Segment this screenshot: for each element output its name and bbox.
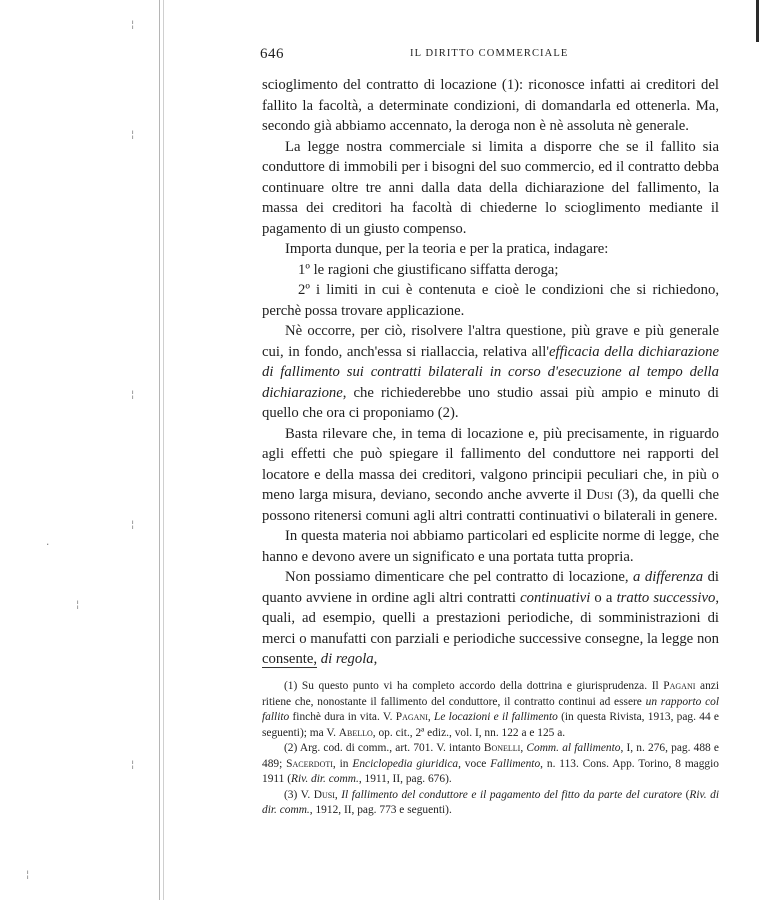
- paragraph: Importa dunque, per la teoria e per la pratica, indagare:: [285, 241, 609, 257]
- footnotes: [262, 679, 719, 819]
- author-name: Bonelli: [483, 742, 521, 754]
- paragraph: scioglimento del contratto di locazione (1): riconosce infatti ai creditori del fallito la facoltà, a determinate condizioni, di domandarla ed ottenerla. Ma, secondo già abbiamo accennato, la deroga non è nè assoluta nè generale.: [262, 77, 719, 134]
- scan-speck: ¦: [130, 390, 136, 400]
- footnote-divider: [262, 667, 317, 668]
- paragraph: In questa materia noi abbiamo particolari ed esplicite norme di legge, che hanno e devono avere un significato e una portata tutta propria.: [262, 528, 719, 565]
- author-name: Abello: [338, 726, 373, 739]
- list-item: 2º i limiti in cui è contenuta e cioè le condizioni che si richiedono, perchè possa trovare applicazione.: [262, 282, 719, 319]
- page-header: [260, 46, 718, 66]
- scan-speck: ¦: [130, 20, 136, 30]
- scan-gutter-line: [159, 0, 160, 900]
- author-name: Pagani: [395, 711, 428, 723]
- footnote: (2) Arg. cod. di comm., art. 701. V. intanto Bonelli, Comm. al fallimento, I, n. 276, pag. 488 e 489; Sacerdoti, in Enciclopedia giuridica, voce Fallimento, n. 113. Cons. App. Torino, 8 maggio 1911 (Riv. dir. comm., 1911, II, pag. 676).: [262, 742, 719, 785]
- author-name: Pagani: [663, 680, 696, 692]
- page-number: 646: [260, 46, 284, 62]
- scan-speck: ¦: [130, 520, 136, 530]
- paragraph: La legge nostra commerciale si limita a disporre che se il fallito sia conduttore di immobili per i bisogni del suo commercio, ed il contratto debba continuare oltre tre anni dalla data della dichiarazione del fallimento, la massa dei creditori ha facoltà di chiederne lo scioglimento mediante il pagamento di un giusto compenso.: [262, 138, 719, 237]
- paragraph: Non possiamo dimenticare che pel contratto di locazione, a differenza di quanto avviene in ordine agli altri contratti continuativi o a tratto successivo, quali, ad esempio, quelli a prestazioni periodiche, di somministrazioni di merci o manufatti con parziali e periodiche successive consegne, la legge non consente, di regola,: [262, 569, 720, 667]
- scan-speck: ¦: [130, 130, 136, 140]
- paragraph: Nè occorre, per ciò, risolvere l'altra questione, più grave e più generale cui, in fondo, anch'essa si riallaccia, relativa all'efficacia della dichiarazione di fallimento sui contratti bilaterali in corso d'esecuzione al tempo della dichiarazione, che richiederebbe uno studio assai più ampio e minuto di quello che ora ci proponiamo (2).: [262, 323, 719, 421]
- scan-gutter-line: [163, 0, 164, 900]
- scan-speck: ·: [45, 540, 51, 550]
- list-item: 1º le ragioni che giustificano siffatta deroga;: [298, 261, 559, 278]
- footnote: (1) Su questo punto vi ha completo accordo della dottrina e giurisprudenza. Il Pagani anzi ritiene che, nonostante il fallimento del conduttore, il contratto continui ad essere un rapporto col fallito finchè dura in vita. V. Pagani, Le locazioni e il fallimento (in questa Rivista, 1913, pag. 44 e seguenti); ma V. Abello, op. cit., 2ª ediz., vol. I, nn. 122 a e 125 a.: [262, 680, 719, 739]
- author-name: Dusi: [586, 487, 613, 503]
- scan-speck: ¦: [130, 760, 136, 770]
- running-title: IL DIRITTO COMMERCIALE: [410, 48, 569, 59]
- author-name: Sacerdoti: [286, 757, 333, 770]
- scan-speck: ¦: [25, 870, 31, 880]
- author-name: Dusi: [313, 788, 335, 801]
- body-text: [262, 75, 719, 670]
- footnote: (3) V. Dusi, Il fallimento del conduttore e il pagamento del fitto da parte del curatore (Riv. di dir. comm., 1912, II, pag. 773 e seguenti).: [262, 788, 719, 816]
- paragraph: Basta rilevare che, in tema di locazione e, più precisamente, in riguardo agli effetti che può spiegare il fallimento del conduttore nei rapporti del locatore e della massa dei creditori, valgono principii peculiari che, in più o meno larga misura, deviano, secondo anche avverte il Dusi (3), da quelli che possono ritenersi comuni agli altri contratti continuativi o bilaterali in genere.: [262, 425, 719, 524]
- scan-edge-line: [756, 0, 759, 42]
- scan-speck: ¦: [75, 600, 81, 610]
